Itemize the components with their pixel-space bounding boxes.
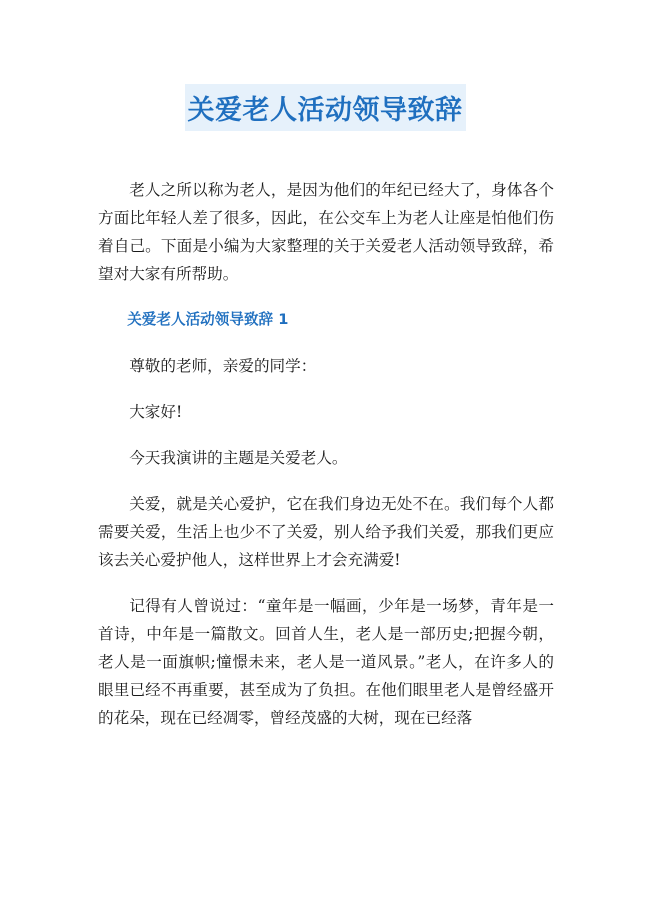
document-body bbox=[98, 176, 554, 750]
intro-paragraph: 老人之所以称为老人，是因为他们的年纪已经大了，身体各个方面比年轻人差了很多，因此，在公交车上为老人让座是怕他们伤着自己。下面是小编为大家整理的关于关爱老人活动领导致辞，希望对大家有所帮助。 bbox=[98, 181, 554, 283]
document-title: 关爱老人活动领导致辞 bbox=[185, 84, 466, 131]
salutation-paragraph: 尊敬的老师，亲爱的同学： bbox=[129, 357, 317, 375]
section-heading: 关爱老人活动领导致辞 1 bbox=[127, 311, 289, 328]
care-paragraph: 关爱，就是关心爱护，它在我们身边无处不在。我们每个人都需要关爱，生活上也少不了关爱，别人给予我们关爱，那我们更应该去关心爱护他人，这样世界上才会充满爱! bbox=[98, 495, 554, 569]
greeting-paragraph: 大家好! bbox=[129, 403, 183, 421]
topic-paragraph: 今天我演讲的主题是关爱老人。 bbox=[129, 449, 348, 467]
quote-paragraph: 记得有人曾说过：“童年是一幅画，少年是一场梦，青年是一首诗，中年是一篇散文。回首人生，老人是一部历史;把握今朝，老人是一面旗帜;憧憬未来，老人是一道风景。”老人，在许多人的眼里已经不再重要，甚至成为了负担。在他们眼里老人是曾经盛开的花朵，现在已经凋零，曾经茂盛的大树，现在已经落 bbox=[98, 597, 554, 727]
title-container bbox=[0, 84, 650, 131]
